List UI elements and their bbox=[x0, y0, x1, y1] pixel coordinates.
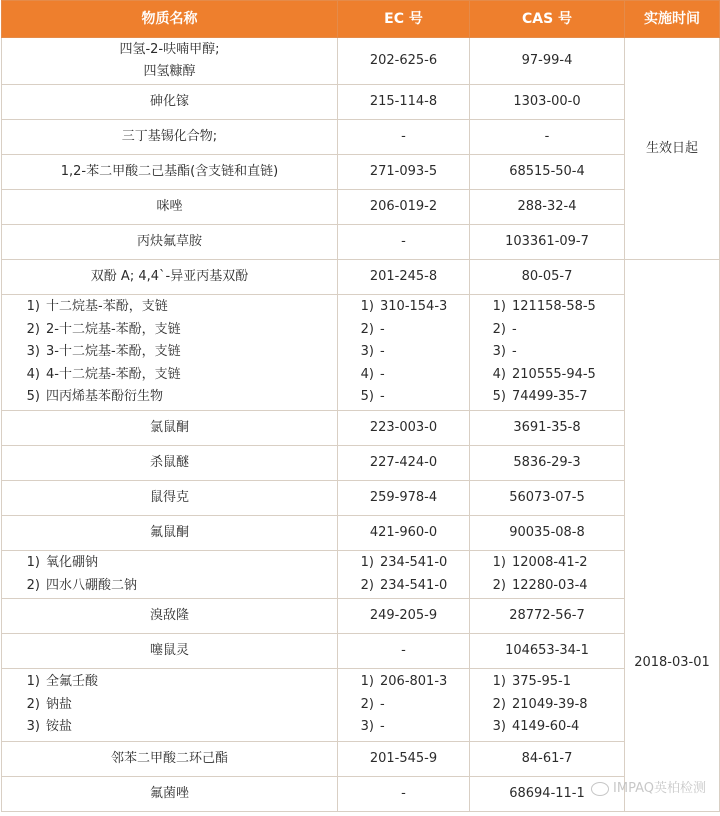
header-ec: EC 号 bbox=[338, 1, 470, 38]
substance-cell bbox=[2, 295, 338, 411]
substance-name: 邻苯二甲酸二环己酯 bbox=[110, 750, 228, 766]
item-number: 5) bbox=[492, 389, 506, 405]
item-number: 2) bbox=[360, 696, 374, 712]
cas-cell bbox=[470, 120, 625, 155]
item-text: 121158-58-5 bbox=[512, 299, 596, 315]
cell-line bbox=[2, 319, 337, 342]
cas-cell bbox=[470, 634, 625, 669]
cas-value: 80-05-7 bbox=[521, 269, 573, 284]
item-number: 2) bbox=[360, 577, 374, 593]
item-number: 5) bbox=[360, 389, 374, 405]
item-text: 234-541-0 bbox=[380, 555, 448, 570]
cell-line bbox=[348, 364, 469, 387]
cell-line bbox=[480, 341, 624, 364]
substance-name: 1,2-苯二甲酸二己基酯(含支链和直链) bbox=[60, 163, 279, 179]
substance-name: 砷化镓 bbox=[149, 93, 189, 109]
cell-line bbox=[2, 341, 337, 364]
ec-cell bbox=[338, 260, 470, 295]
item-number: 1) bbox=[360, 299, 374, 315]
ec-cell bbox=[338, 190, 470, 225]
item-number: 3) bbox=[492, 344, 506, 360]
cell-line bbox=[348, 319, 469, 342]
cell-line bbox=[480, 319, 624, 342]
ec-cell bbox=[338, 411, 470, 446]
cas-value: 3691-35-8 bbox=[513, 420, 581, 435]
substance-cell bbox=[2, 446, 338, 481]
substance-cell bbox=[2, 634, 338, 669]
cas-value: 68515-50-4 bbox=[509, 164, 585, 179]
item-number: 2) bbox=[360, 321, 374, 337]
table-row bbox=[2, 225, 720, 260]
watermark bbox=[591, 777, 706, 796]
cell-line bbox=[2, 716, 337, 739]
cas-cell bbox=[470, 516, 625, 551]
ec-value: - bbox=[401, 643, 406, 658]
substance-cell bbox=[2, 669, 338, 742]
cas-cell bbox=[470, 481, 625, 516]
cas-cell bbox=[470, 551, 625, 599]
item-text: 十二烷基-苯酚，支链 bbox=[46, 299, 168, 315]
item-text: - bbox=[512, 321, 517, 337]
item-number: 3) bbox=[360, 344, 374, 360]
ec-value: 259-978-4 bbox=[369, 490, 438, 505]
effective-date: 生效日起 bbox=[645, 140, 698, 156]
cell-line bbox=[348, 386, 469, 409]
table-row bbox=[2, 446, 720, 481]
ec-value: 271-093-5 bbox=[369, 164, 438, 179]
cell-line bbox=[480, 296, 624, 319]
substance-name: 噻鼠灵 bbox=[149, 642, 189, 658]
item-text: 2-十二烷基-苯酚，支链 bbox=[46, 321, 181, 337]
substance-name: 四氢糠醇 bbox=[143, 64, 196, 79]
cell-line bbox=[348, 694, 469, 717]
header-date: 实施时间 bbox=[625, 1, 720, 38]
table-row bbox=[2, 634, 720, 669]
table-row bbox=[2, 516, 720, 551]
item-text: 3-十二烷基-苯酚，支链 bbox=[46, 344, 181, 360]
item-number: 4) bbox=[492, 366, 506, 382]
item-number: 1) bbox=[360, 555, 374, 570]
ec-cell bbox=[338, 38, 470, 85]
substance-cell bbox=[2, 260, 338, 295]
substance-name: 咪唑 bbox=[156, 198, 183, 214]
table-row bbox=[2, 120, 720, 155]
item-number: 5) bbox=[26, 389, 40, 405]
item-text: - bbox=[380, 696, 385, 712]
item-text: 4-十二烷基-苯酚，支链 bbox=[46, 366, 181, 382]
item-number: 1) bbox=[360, 674, 374, 690]
header-row bbox=[2, 1, 720, 38]
table-row bbox=[2, 411, 720, 446]
ec-value: 206-019-2 bbox=[369, 199, 438, 214]
item-text: 206-801-3 bbox=[380, 674, 448, 690]
cell-line bbox=[348, 671, 469, 694]
item-number: 2) bbox=[492, 321, 506, 337]
cell-line bbox=[2, 575, 337, 598]
cell-line bbox=[480, 386, 624, 409]
table-row bbox=[2, 742, 720, 777]
substance-cell bbox=[2, 411, 338, 446]
substance-cell bbox=[2, 742, 338, 777]
cas-value: 5836-29-3 bbox=[513, 455, 581, 470]
table-row bbox=[2, 551, 720, 599]
item-text: 12008-41-2 bbox=[512, 555, 588, 570]
cell-line bbox=[348, 341, 469, 364]
item-text: - bbox=[380, 366, 385, 382]
cell-line bbox=[480, 364, 624, 387]
cas-value: 28772-56-7 bbox=[509, 608, 585, 623]
ec-value: 202-625-6 bbox=[369, 53, 438, 68]
item-text: 全氟壬酸 bbox=[46, 674, 99, 690]
substance-cell bbox=[2, 155, 338, 190]
ec-cell bbox=[338, 295, 470, 411]
substance-table bbox=[1, 0, 720, 812]
item-number: 2) bbox=[492, 577, 506, 593]
item-number: 1) bbox=[492, 299, 506, 315]
table-row bbox=[2, 295, 720, 411]
substance-name: 氟鼠酮 bbox=[149, 524, 189, 540]
table-row bbox=[2, 599, 720, 634]
substance-name: 四氢-2-呋喃甲醇; bbox=[119, 41, 220, 57]
item-text: - bbox=[380, 321, 385, 337]
ec-cell bbox=[338, 225, 470, 260]
cas-cell bbox=[470, 155, 625, 190]
ec-value: 201-245-8 bbox=[369, 269, 438, 284]
table-row bbox=[2, 260, 720, 295]
ec-cell bbox=[338, 516, 470, 551]
cell-line bbox=[348, 575, 469, 598]
effective-date: 2018-03-01 bbox=[634, 655, 710, 670]
cas-value: 1303-00-0 bbox=[513, 94, 581, 109]
item-number: 2) bbox=[492, 696, 506, 712]
substance-cell bbox=[2, 38, 338, 85]
substance-cell bbox=[2, 551, 338, 599]
cas-cell bbox=[470, 295, 625, 411]
ec-value: - bbox=[401, 234, 406, 249]
substance-name: 鼠得克 bbox=[149, 489, 189, 505]
cas-cell bbox=[470, 190, 625, 225]
effective-date-cell bbox=[625, 260, 720, 812]
table-body bbox=[2, 38, 720, 812]
item-number: 3) bbox=[360, 719, 374, 735]
item-text: - bbox=[380, 719, 385, 735]
item-text: 375-95-1 bbox=[512, 674, 572, 690]
item-text: 21049-39-8 bbox=[512, 696, 588, 712]
substance-cell bbox=[2, 481, 338, 516]
header-cas: CAS 号 bbox=[470, 1, 625, 38]
item-text: 四水八硼酸二钠 bbox=[46, 577, 138, 593]
cas-value: 68694-11-1 bbox=[509, 786, 585, 801]
cell-line bbox=[2, 386, 337, 409]
item-number: 1) bbox=[26, 299, 40, 315]
item-text: 234-541-0 bbox=[380, 577, 448, 593]
cas-cell bbox=[470, 260, 625, 295]
cas-value: 288-32-4 bbox=[517, 199, 577, 214]
cell-line bbox=[480, 694, 624, 717]
cas-cell bbox=[470, 742, 625, 777]
cell-line bbox=[2, 671, 337, 694]
item-number: 1) bbox=[26, 674, 40, 690]
item-number: 3) bbox=[26, 344, 40, 360]
item-text: - bbox=[380, 389, 385, 405]
cell-line bbox=[480, 575, 624, 598]
item-number: 3) bbox=[26, 719, 40, 735]
item-number: 1) bbox=[492, 555, 506, 570]
item-text: - bbox=[380, 344, 385, 360]
item-text: 钠盐 bbox=[46, 696, 73, 712]
table-row bbox=[2, 38, 720, 85]
ec-value: - bbox=[401, 786, 406, 801]
item-text: 铵盐 bbox=[46, 719, 73, 735]
table-row bbox=[2, 481, 720, 516]
ec-value: 215-114-8 bbox=[369, 94, 438, 109]
watermark-text: IMPAQ英柏检测 bbox=[613, 781, 706, 796]
header-substance: 物质名称 bbox=[2, 1, 338, 38]
item-number: 1) bbox=[26, 555, 40, 570]
cell-line bbox=[2, 694, 337, 717]
ec-value: - bbox=[401, 129, 406, 144]
substance-name: 丙炔氟草胺 bbox=[136, 233, 202, 249]
item-text: 210555-94-5 bbox=[512, 366, 596, 382]
cell-line bbox=[480, 552, 624, 575]
item-text: 310-154-3 bbox=[380, 299, 448, 315]
substance-cell bbox=[2, 120, 338, 155]
cas-cell bbox=[470, 669, 625, 742]
ec-value: 201-545-9 bbox=[369, 751, 438, 766]
ec-value: 249-205-9 bbox=[369, 608, 438, 623]
substance-name: 双酚 A; 4,4`-异亚丙基双酚 bbox=[90, 268, 249, 284]
ec-cell bbox=[338, 742, 470, 777]
item-text: 12280-03-4 bbox=[512, 577, 588, 593]
substance-name: 氯鼠酮 bbox=[149, 419, 189, 435]
cas-cell bbox=[470, 446, 625, 481]
cas-value: 56073-07-5 bbox=[509, 490, 585, 505]
cell-line bbox=[348, 716, 469, 739]
ec-cell bbox=[338, 85, 470, 120]
cas-value: - bbox=[544, 129, 550, 144]
item-number: 2) bbox=[26, 321, 40, 337]
ec-cell bbox=[338, 551, 470, 599]
ec-cell bbox=[338, 446, 470, 481]
ec-cell bbox=[338, 669, 470, 742]
cell-line bbox=[480, 671, 624, 694]
cas-cell bbox=[470, 225, 625, 260]
item-text: 四丙烯基苯酚衍生物 bbox=[46, 389, 164, 405]
ec-cell bbox=[338, 634, 470, 669]
item-number: 1) bbox=[492, 674, 506, 690]
table-row bbox=[2, 85, 720, 120]
item-number: 4) bbox=[360, 366, 374, 382]
wechat-icon bbox=[591, 782, 609, 796]
substance-cell bbox=[2, 190, 338, 225]
item-text: 4149-60-4 bbox=[512, 719, 580, 735]
substance-cell bbox=[2, 225, 338, 260]
table-row bbox=[2, 190, 720, 225]
cas-value: 103361-09-7 bbox=[505, 234, 589, 249]
substance-name: 杀鼠醚 bbox=[149, 454, 189, 470]
cas-cell bbox=[470, 599, 625, 634]
cas-cell bbox=[470, 85, 625, 120]
item-text: 74499-35-7 bbox=[512, 389, 588, 405]
ec-cell bbox=[338, 777, 470, 812]
ec-cell bbox=[338, 599, 470, 634]
cas-value: 84-61-7 bbox=[521, 751, 573, 766]
ec-cell bbox=[338, 120, 470, 155]
substance-cell bbox=[2, 516, 338, 551]
cas-value: 104653-34-1 bbox=[505, 643, 589, 658]
effective-date-cell bbox=[625, 38, 720, 260]
item-number: 2) bbox=[26, 577, 40, 593]
item-number: 4) bbox=[26, 366, 40, 382]
item-text: 氧化硼钠 bbox=[46, 555, 99, 570]
substance-cell bbox=[2, 777, 338, 812]
table-row bbox=[2, 155, 720, 190]
cas-value: 97-99-4 bbox=[521, 53, 573, 68]
ec-cell bbox=[338, 481, 470, 516]
cell-line bbox=[2, 364, 337, 387]
ec-value: 223-003-0 bbox=[369, 420, 438, 435]
cell-line bbox=[480, 716, 624, 739]
substance-name: 三丁基锡化合物; bbox=[121, 128, 218, 144]
item-text: - bbox=[512, 344, 517, 360]
ec-value: 227-424-0 bbox=[369, 455, 438, 470]
item-number: 2) bbox=[26, 696, 40, 712]
substance-name: 氟菌唑 bbox=[149, 785, 189, 801]
ec-cell bbox=[338, 155, 470, 190]
cell-line bbox=[2, 552, 337, 575]
substance-cell bbox=[2, 85, 338, 120]
substance-cell bbox=[2, 599, 338, 634]
substance-name: 溴敌隆 bbox=[149, 607, 189, 623]
cas-cell bbox=[470, 38, 625, 85]
cell-line bbox=[348, 552, 469, 575]
table-row bbox=[2, 669, 720, 742]
cell-line bbox=[2, 296, 337, 319]
ec-value: 421-960-0 bbox=[369, 525, 438, 540]
cas-cell bbox=[470, 411, 625, 446]
cell-line bbox=[348, 296, 469, 319]
cas-value: 90035-08-8 bbox=[509, 525, 585, 540]
item-number: 3) bbox=[492, 719, 506, 735]
